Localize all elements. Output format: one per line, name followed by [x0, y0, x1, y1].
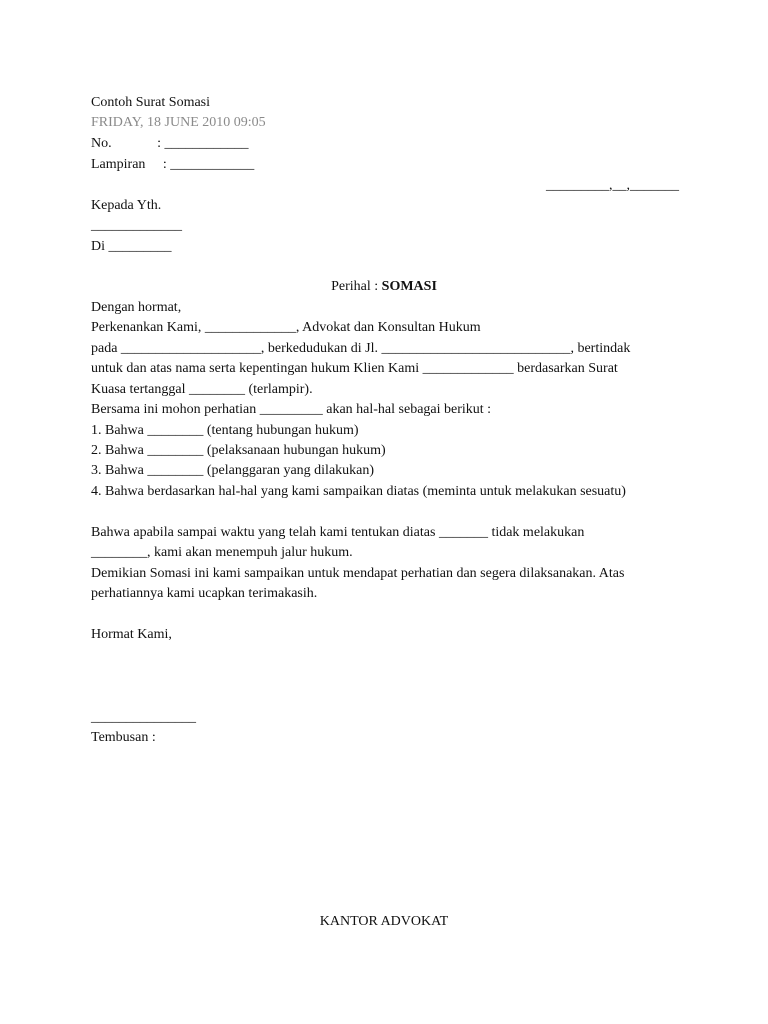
office-name: KANTOR ADVOKAT	[319, 914, 449, 929]
letter-title: Contoh Surat Somasi	[91, 95, 211, 110]
place-date-line: _________,__,_______	[546, 178, 679, 193]
greeting: Dengan hormat,	[91, 300, 182, 315]
paragraph-3-line-1: Bahwa apabila sampai waktu yang telah kami tentukan diatas _______ tidak melakukan	[91, 525, 585, 540]
paragraph-2-intro: Bersama ini mohon perhatian _________ akan hal-hal sebagai berikut :	[91, 402, 492, 417]
paragraph-1-line-4: Kuasa tertanggal ________ (terlampir).	[91, 382, 313, 397]
paragraph-3-line-2: ________, kami akan menempuh jalur hukum.	[91, 545, 353, 560]
attachment-line: Lampiran : ____________	[91, 157, 255, 172]
subject-value: SOMASI	[381, 279, 437, 294]
addressee-location: Di _________	[91, 239, 172, 254]
paragraph-1-line-1: Perkenankan Kami, _____________, Advokat dan Konsultan Hukum	[91, 320, 481, 335]
paragraph-4-line-1: Demikian Somasi ini kami sampaikan untuk mendapat perhatian dan segera dilaksanakan. Atas	[91, 566, 625, 581]
letter-number-line: No. : ____________	[91, 136, 249, 151]
copy-recipients: Tembusan :	[91, 730, 156, 745]
subject-line	[0, 277, 768, 297]
point-item: 1. Bahwa ________ (tentang hubungan hukum)	[91, 423, 359, 438]
closing-regards: Hormat Kami,	[91, 627, 172, 642]
post-date: FRIDAY, 18 JUNE 2010 09:05	[91, 115, 266, 130]
addressee-heading: Kepada Yth.	[91, 198, 162, 213]
point-item: 3. Bahwa ________ (pelanggaran yang dilakukan)	[91, 463, 375, 478]
paragraph-1-line-2: pada ____________________, berkedudukan di Jl. ___________________________, bertindak	[91, 341, 631, 356]
addressee-blank: _____________	[91, 218, 182, 233]
subject-label: Perihal :	[331, 279, 382, 294]
paragraph-1-line-3: untuk dan atas nama serta kepentingan hukum Klien Kami _____________ berdasarkan Surat	[91, 361, 618, 376]
point-item: 2. Bahwa ________ (pelaksanaan hubungan hukum)	[91, 443, 386, 458]
paragraph-4-line-2: perhatiannya kami ucapkan terimakasih.	[91, 586, 318, 601]
point-item: 4. Bahwa berdasarkan hal-hal yang kami sampaikan diatas (meminta untuk melakukan sesuatu)	[91, 484, 626, 499]
signature-blank: _______________	[91, 710, 196, 725]
